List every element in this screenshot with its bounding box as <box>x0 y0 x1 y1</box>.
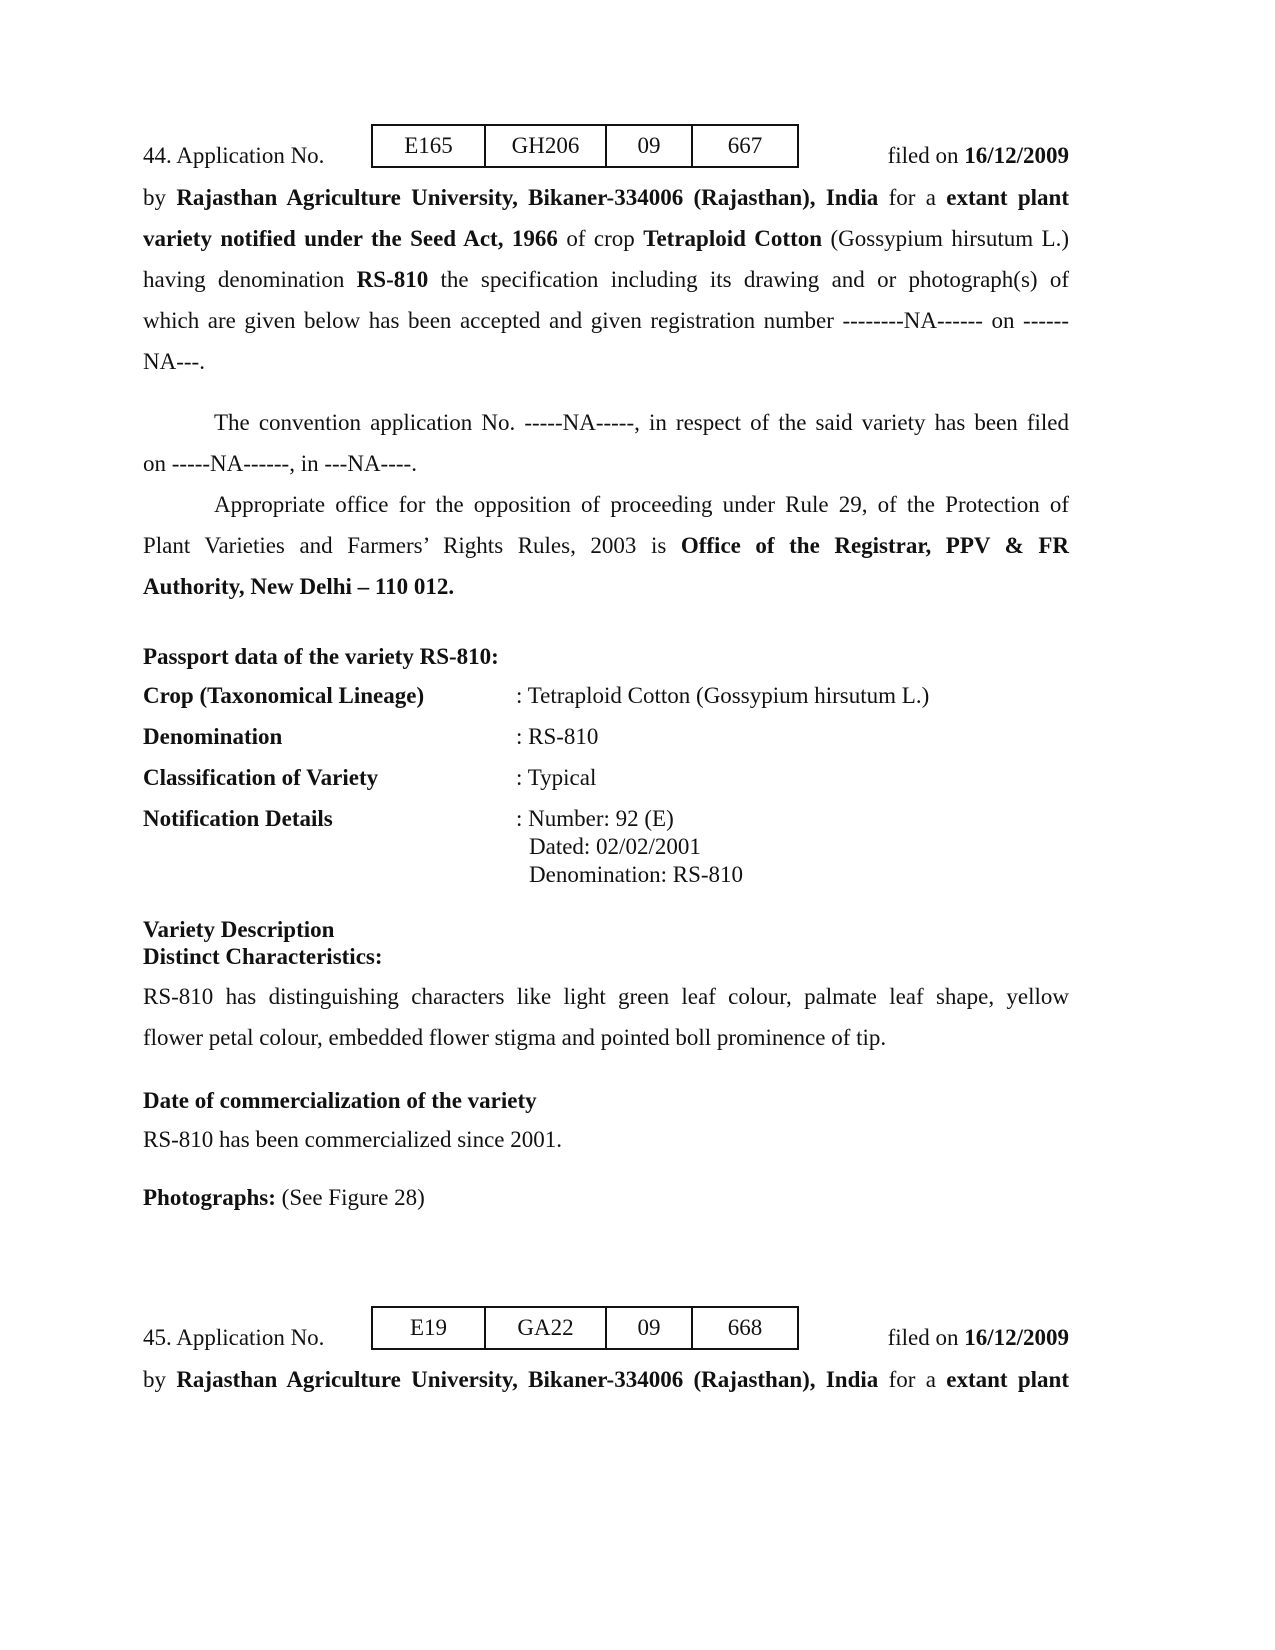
passport-value: Dated: 02/02/2001 <box>529 834 701 859</box>
filed-on <box>888 1325 1069 1351</box>
app-code-cell: 09 <box>607 126 693 166</box>
text: having denomination <box>143 267 357 292</box>
app-code-cell: E19 <box>373 1308 486 1348</box>
crop-name: Tetraploid Cotton <box>643 226 823 251</box>
office-name: Office of the Registrar, PPV & FR <box>680 533 1069 558</box>
passport-label: Denomination <box>143 724 283 749</box>
paragraph-line: The convention application No. -----NA-----, in respect of the said variety has been filed <box>214 410 1069 435</box>
paragraph-line: NA---. <box>143 349 205 374</box>
app-code-cell: GA22 <box>486 1308 607 1348</box>
text-bold: extant plant <box>946 1367 1069 1392</box>
paragraph-line: RS-810 has distinguishing characters like light green leaf colour, palmate leaf shape, yellow <box>143 984 1069 1009</box>
applicant-name: Rajasthan Agriculture University, Bikaner-334006 (Rajasthan), India <box>176 1367 879 1392</box>
app-code-cell: 668 <box>727 1315 763 1340</box>
figure-reference: (See Figure 28) <box>275 1185 425 1210</box>
app-code-cell: GH206 <box>486 126 607 166</box>
passport-heading: Passport data of the variety RS-810: <box>143 644 499 669</box>
denomination: RS-810 <box>356 267 429 292</box>
text: for a <box>878 1367 947 1392</box>
text-bold: variety notified under the Seed Act, 1966 <box>143 226 558 251</box>
passport-value: : Typical <box>516 765 597 790</box>
paragraph-line <box>143 574 1069 600</box>
application-number-label: 44. Application No. <box>143 143 325 168</box>
passport-value: : Number: 92 (E) <box>516 806 674 831</box>
filed-prefix: filed on <box>887 1325 965 1350</box>
applicant-name: Rajasthan Agriculture University, Bikaner-334006 (Rajasthan), India <box>176 185 879 210</box>
text: the specification including its drawing and or photograph(s) of <box>428 267 1070 292</box>
paragraph-line <box>143 185 1069 211</box>
passport-value: : Tetraploid Cotton (Gossypium hirsutum L.) <box>516 683 930 708</box>
photographs-label: Photographs: <box>143 1185 276 1210</box>
distinct-characteristics-heading: Distinct Characteristics: <box>143 944 383 969</box>
variety-description-heading: Variety Description <box>143 917 335 942</box>
species-name: (Gossypium hirsutum L.) <box>822 226 1070 251</box>
paragraph-line: on -----NA------, in ---NA----. <box>143 451 417 476</box>
passport-value: : RS-810 <box>516 724 599 749</box>
text: Plant Varieties and Farmers’ Rights Rules, 2003 is <box>143 533 681 558</box>
app-code-cell: E165 <box>373 126 486 166</box>
passport-label: Crop (Taxonomical Lineage) <box>143 683 425 708</box>
passport-label: Classification of Variety <box>143 765 379 790</box>
filed-date: 16/12/2009 <box>964 1325 1069 1350</box>
passport-value: Denomination: RS-810 <box>529 862 744 887</box>
application-number-boxes <box>371 124 799 168</box>
commercialization-heading: Date of commercialization of the variety <box>143 1088 537 1113</box>
application-number-boxes <box>371 1306 799 1350</box>
paragraph-line: flower petal colour, embedded flower stigma and pointed boll prominence of tip. <box>143 1025 887 1050</box>
text: of crop <box>557 226 644 251</box>
filed-date: 16/12/2009 <box>964 143 1069 168</box>
application-number-label: 45. Application No. <box>143 1325 325 1350</box>
filed-prefix: filed on <box>887 143 965 168</box>
text: by <box>143 185 177 210</box>
filed-on <box>888 143 1069 169</box>
paragraph-line <box>143 226 1069 252</box>
paragraph-line: Appropriate office for the opposition of proceeding under Rule 29, of the Protection of <box>214 492 1069 517</box>
app-code-cell: 667 <box>727 133 763 158</box>
text: by <box>143 1367 177 1392</box>
paragraph-line <box>143 533 1069 559</box>
office-address: Authority, New Delhi – 110 012. <box>143 574 455 599</box>
app-code-cell: 09 <box>607 1308 693 1348</box>
paragraph-line <box>143 1367 1069 1393</box>
paragraph-line: RS-810 has been commercialized since 2001. <box>143 1127 562 1152</box>
paragraph-line: which are given below has been accepted and given registration number --------NA------ on ------ <box>143 308 1069 333</box>
passport-label: Notification Details <box>143 806 333 831</box>
text: for a <box>878 185 947 210</box>
photographs-line <box>143 1185 1069 1211</box>
paragraph-line <box>143 267 1069 293</box>
text-bold: extant plant <box>946 185 1069 210</box>
